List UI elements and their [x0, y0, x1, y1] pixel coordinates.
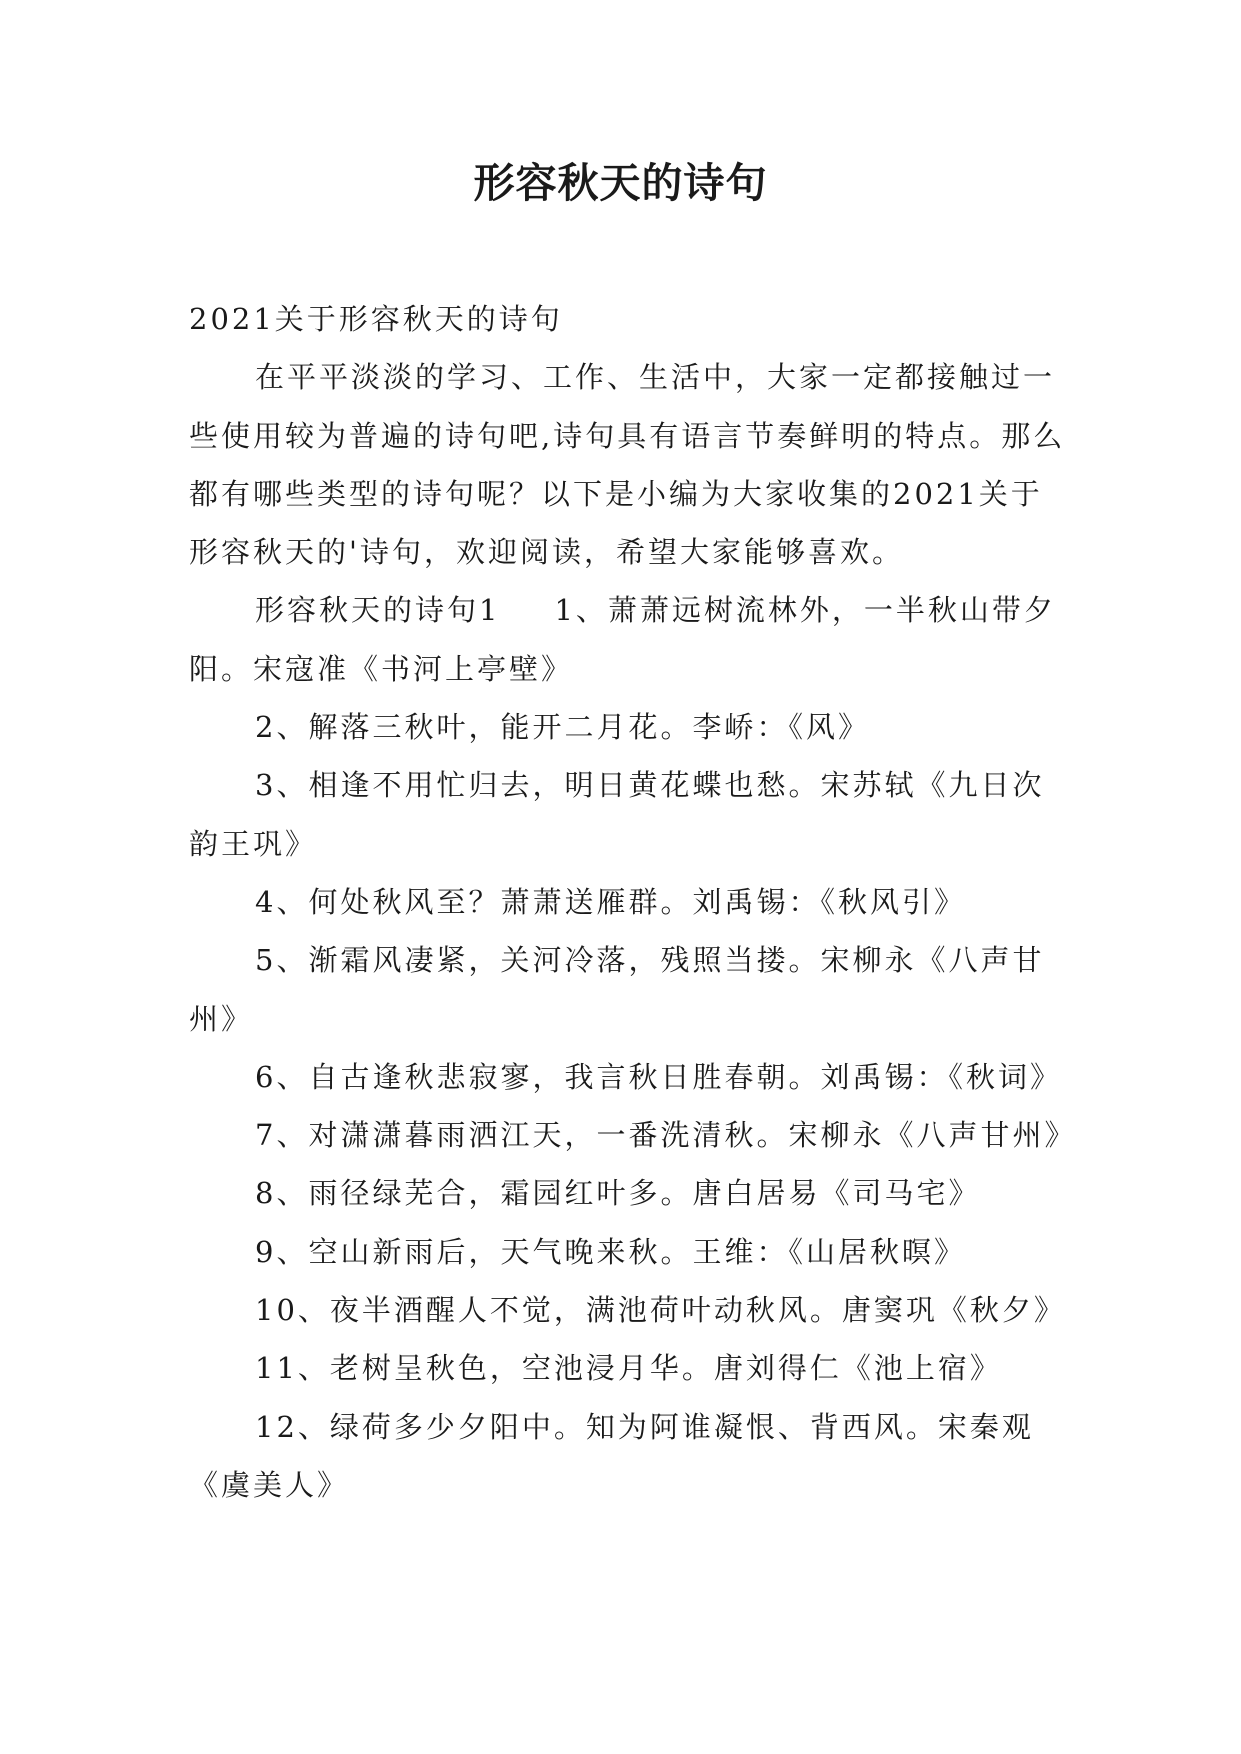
verse-line: 1、萧萧远树流林外，一半秋山带夕阳。宋寇准《书河上亭壁》: [189, 593, 1056, 686]
section-heading: 形容秋天的诗句1: [255, 593, 501, 628]
verse-line: 12、绿荷多少夕阳中。知为阿谁凝恨、背西风。宋秦观《虞美人》: [189, 1409, 1034, 1502]
verse-line: 2、解落三秋叶，能开二月花。李峤：《风》: [255, 710, 870, 745]
verse-line: 11、老树呈秋色，空池浸月华。唐刘得仁《池上宿》: [255, 1351, 1002, 1386]
verse-line: 3、相逢不用忙归去，明日黄花蝶也愁。宋苏轼《九日次韵王巩》: [189, 768, 1045, 861]
verse-line: 10、夜半酒醒人不觉，满池荷叶动秋风。唐窦巩《秋夕》: [255, 1293, 1066, 1328]
verse-line: 6、自古逢秋悲寂寥，我言秋日胜春朝。刘禹锡：《秋词》: [255, 1059, 1062, 1094]
document-subtitle: 2021关于形容秋天的诗句: [189, 302, 563, 336]
verse-line: 5、渐霜风凄紧，关河冷落，残照当搂。宋柳永《八声甘州》: [189, 943, 1045, 1036]
verse-line: 7、对潇潇暮雨洒江天，一番洗清秋。宋柳永《八声甘州》: [255, 1118, 1077, 1153]
verse-line: 4、何处秋风至？萧萧送雁群。刘禹锡：《秋风引》: [255, 884, 966, 919]
verse-paragraph: [189, 581, 1069, 698]
document-body: [189, 290, 1077, 1514]
verse-line: 9、空山新雨后，天气晚来秋。王维：《山居秋暝》: [255, 1234, 966, 1269]
document-title: 形容秋天的诗句: [473, 159, 768, 207]
intro-paragraph: 在平平淡淡的学习、工作、生活中，大家一定都接触过一些使用较为普遍的诗句吧,诗句具有语言节奏鲜明的特点。那么都有哪些类型的诗句呢？以下是小编为大家收集的2021关于形容秋天的'诗句，欢迎阅读，希望大家能够喜欢。: [189, 360, 1066, 570]
verse-line: 8、雨径绿芜合，霜园红叶多。唐白居易《司马宅》: [255, 1176, 981, 1211]
